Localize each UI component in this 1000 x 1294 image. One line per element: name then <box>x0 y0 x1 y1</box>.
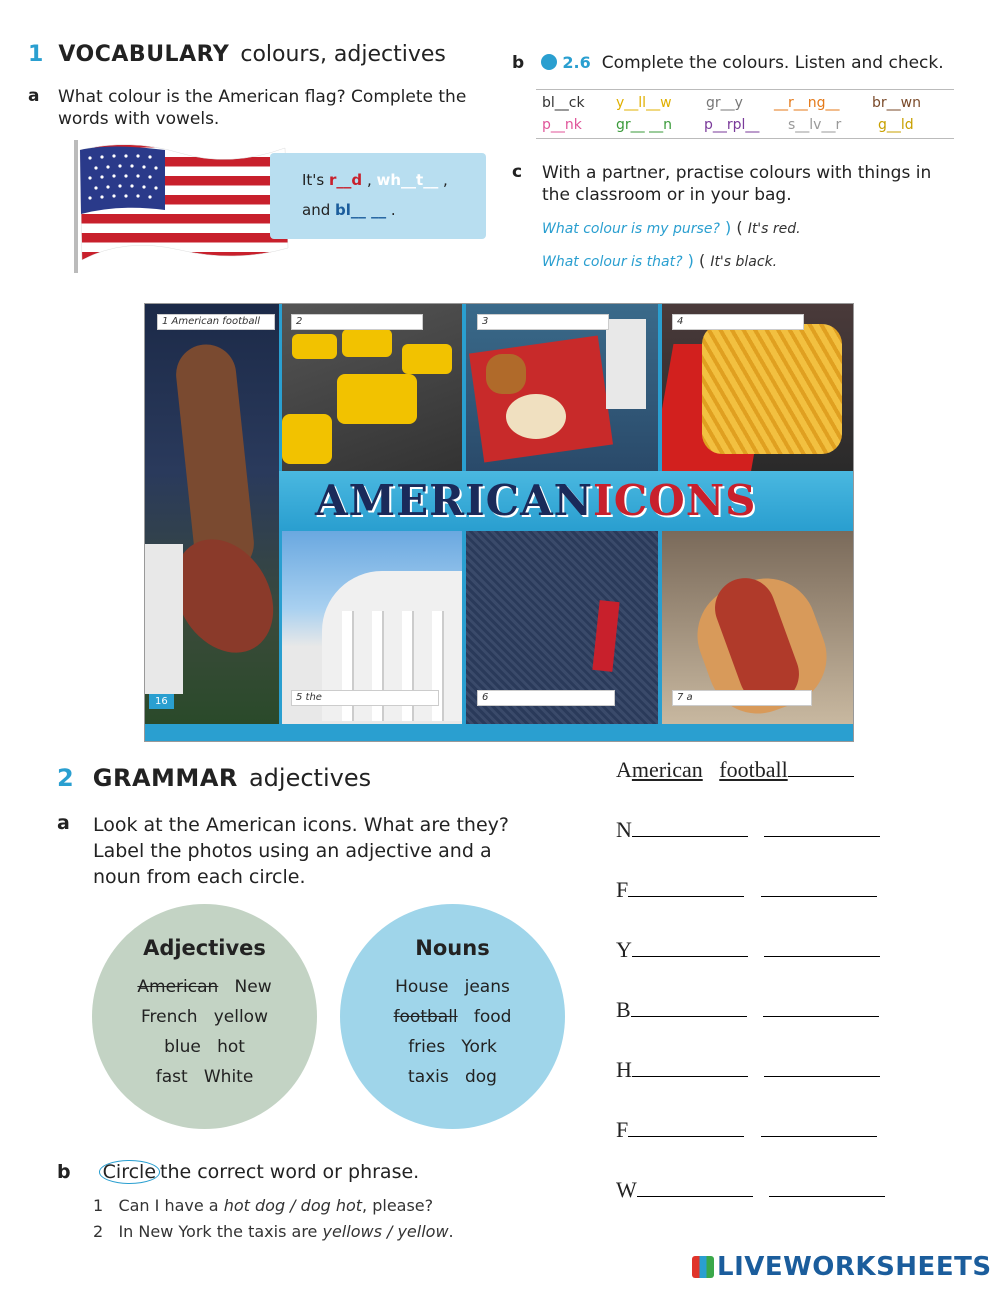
section2a-instruction: Look at the American icons. What are they? Label the photos using an adjective and a noun from each circle. <box>93 814 509 888</box>
noun-word: York <box>461 1037 497 1057</box>
photo-label-6: 6 <box>477 690 615 706</box>
adjective-word: French <box>140 1007 198 1027</box>
colour-gold: g__ld <box>878 117 914 133</box>
section1c-instruction: With a partner, practise colours with things in the classroom or in your bag. <box>542 163 932 205</box>
adjective-word: American <box>137 977 219 997</box>
page-number: 16 <box>149 694 174 709</box>
noun-word: food <box>473 1007 512 1027</box>
answer-1-word-1[interactable]: merican <box>631 757 703 782</box>
section1-subtitle: colours, adjectives <box>240 42 446 67</box>
photo-label-1: 1 American football <box>157 314 275 330</box>
nouns-circle <box>340 904 565 1129</box>
photo-label-4: 4 <box>672 314 804 330</box>
section1-number: 1 <box>28 42 44 67</box>
section1-title: VOCABULARY <box>58 42 230 67</box>
noun-word: dog <box>464 1067 497 1087</box>
colour-purple: p__rpl__ <box>704 117 760 133</box>
section1c-letter: c <box>512 162 523 182</box>
section2-subtitle: adjectives <box>248 764 372 792</box>
answer-2-word-1[interactable] <box>632 816 748 837</box>
section2-number: 2 <box>57 764 74 792</box>
colour-green: gr__ __n <box>616 117 672 133</box>
liveworksheets-logo <box>692 1252 992 1282</box>
answer-3-word-2[interactable] <box>761 876 877 897</box>
colour-silver: s__lv__r <box>788 117 842 133</box>
answer-4-word-2[interactable] <box>764 936 880 957</box>
nouns-list <box>340 972 565 1092</box>
section2-title: GRAMMAR <box>92 764 238 792</box>
answer-6-word-2[interactable] <box>764 1056 880 1077</box>
photo-label-7: 7 a <box>672 690 812 706</box>
answer-row-1 <box>616 756 854 783</box>
section1c <box>512 162 962 206</box>
answer-row-2: N <box>616 816 880 843</box>
section2a-letter: a <box>57 812 70 834</box>
nouns-title: Nouns <box>415 936 490 960</box>
section1a <box>28 86 488 130</box>
section2-heading <box>57 764 371 792</box>
flag-colour-line-2: and bl__ __ . <box>302 201 396 219</box>
flag-colour-box <box>270 153 486 239</box>
adjective-word: White <box>203 1067 254 1087</box>
section1b-instruction: Complete the colours. Listen and check. <box>601 53 944 73</box>
colour-black: bl__ck <box>542 95 585 111</box>
divider-bottom <box>536 138 954 139</box>
photo-label-2: 2 <box>291 314 423 330</box>
answer-4-word-1[interactable] <box>632 936 748 957</box>
noun-word: fries <box>408 1037 446 1057</box>
adjectives-title: Adjectives <box>143 936 266 960</box>
section2a <box>57 812 542 890</box>
answer-5-word-1[interactable] <box>631 996 747 1017</box>
answer-1-underline <box>788 756 854 777</box>
photo-american-football <box>145 304 279 724</box>
question-1-options[interactable]: hot dog / dog hot <box>223 1196 363 1215</box>
answer-1-word-2[interactable]: football <box>719 757 788 782</box>
answer-row-4: Y <box>616 936 880 963</box>
adjectives-list <box>92 972 317 1092</box>
section1a-letter: a <box>28 86 40 106</box>
colour-orange: __r__ng__ <box>774 95 840 111</box>
answer-5-word-2[interactable] <box>763 996 879 1017</box>
answer-first-letter: A <box>616 757 632 782</box>
dialogue-2-question: What colour is that? <box>542 254 683 270</box>
colour-brown: br__wn <box>872 95 921 111</box>
section2b <box>57 1161 419 1183</box>
answer-8-word-1[interactable] <box>637 1176 753 1197</box>
answer-row-5: B <box>616 996 879 1023</box>
poster-title-icons: ICONS <box>593 476 757 525</box>
section1a-instruction: What colour is the American flag? Complete the words with vowels. <box>58 87 467 129</box>
adjective-word: yellow <box>213 1007 268 1027</box>
section2b-letter: b <box>57 1161 71 1183</box>
answer-2-word-2[interactable] <box>764 816 880 837</box>
flag-colour-line-1: It's r__d , wh__t__ , <box>302 171 448 189</box>
section1b-letter: b <box>512 53 525 73</box>
adjective-word: blue <box>164 1037 201 1057</box>
question-1: 1 Can I have a hot dog / dog hot, please? <box>93 1196 434 1215</box>
logo-text: LIVEWORKSHEETS <box>717 1252 992 1282</box>
dialogue-1: What colour is my purse? ) ( It's red. <box>542 218 801 237</box>
noun-word: taxis <box>408 1067 449 1087</box>
section1b <box>512 52 972 74</box>
question-2-options[interactable]: yellows / yellow <box>322 1222 449 1241</box>
dialogue-1-answer: It's red. <box>747 221 801 237</box>
noun-word: football <box>393 1007 458 1027</box>
colour-yellow: y__ll__w <box>616 95 672 111</box>
american-icons-poster <box>144 303 854 742</box>
adjective-word: fast <box>155 1067 188 1087</box>
question-2: 2 In New York the taxis are yellows / yellow. <box>93 1222 454 1241</box>
colour-grey: gr__y <box>706 95 743 111</box>
answer-row-8: W <box>616 1176 885 1203</box>
section1-heading <box>28 42 446 67</box>
adjective-word: New <box>234 977 272 997</box>
answer-6-word-1[interactable] <box>632 1056 748 1077</box>
red-word-blank: r__d <box>329 171 363 189</box>
section2b-instruction: the correct word or phrase. <box>160 1161 420 1183</box>
dialogue-1-question: What colour is my purse? <box>542 221 720 237</box>
colour-pink: p__nk <box>542 117 582 133</box>
american-flag-image <box>70 138 290 273</box>
white-word-blank: wh__t__ <box>376 171 439 189</box>
adjectives-circle <box>92 904 317 1129</box>
answer-row-7: F <box>616 1116 877 1143</box>
answer-7-word-1[interactable] <box>628 1116 744 1137</box>
poster-title-american: AMERICAN <box>315 476 594 525</box>
answer-8-word-2[interactable] <box>769 1176 885 1197</box>
photo-label-5: 5 the <box>291 690 439 706</box>
dialogue-2: What colour is that? ) ( It's black. <box>542 251 778 270</box>
answer-row-3: F <box>616 876 877 903</box>
adjective-word: hot <box>217 1037 245 1057</box>
track-number: 2.6 <box>562 53 591 72</box>
circle-word: Circle <box>99 1160 160 1184</box>
poster-title <box>315 476 756 525</box>
noun-word: jeans <box>464 977 510 997</box>
audio-icon[interactable] <box>541 54 557 70</box>
blue-word-blank: bl__ __ <box>335 201 387 219</box>
divider-top <box>536 89 954 90</box>
dialogue-2-answer: It's black. <box>710 254 778 270</box>
answer-7-word-2[interactable] <box>761 1116 877 1137</box>
noun-word: House <box>395 977 449 997</box>
answer-3-word-1[interactable] <box>628 876 744 897</box>
photo-label-3: 3 <box>477 314 609 330</box>
logo-icon <box>692 1256 714 1278</box>
answer-row-6: H <box>616 1056 880 1083</box>
